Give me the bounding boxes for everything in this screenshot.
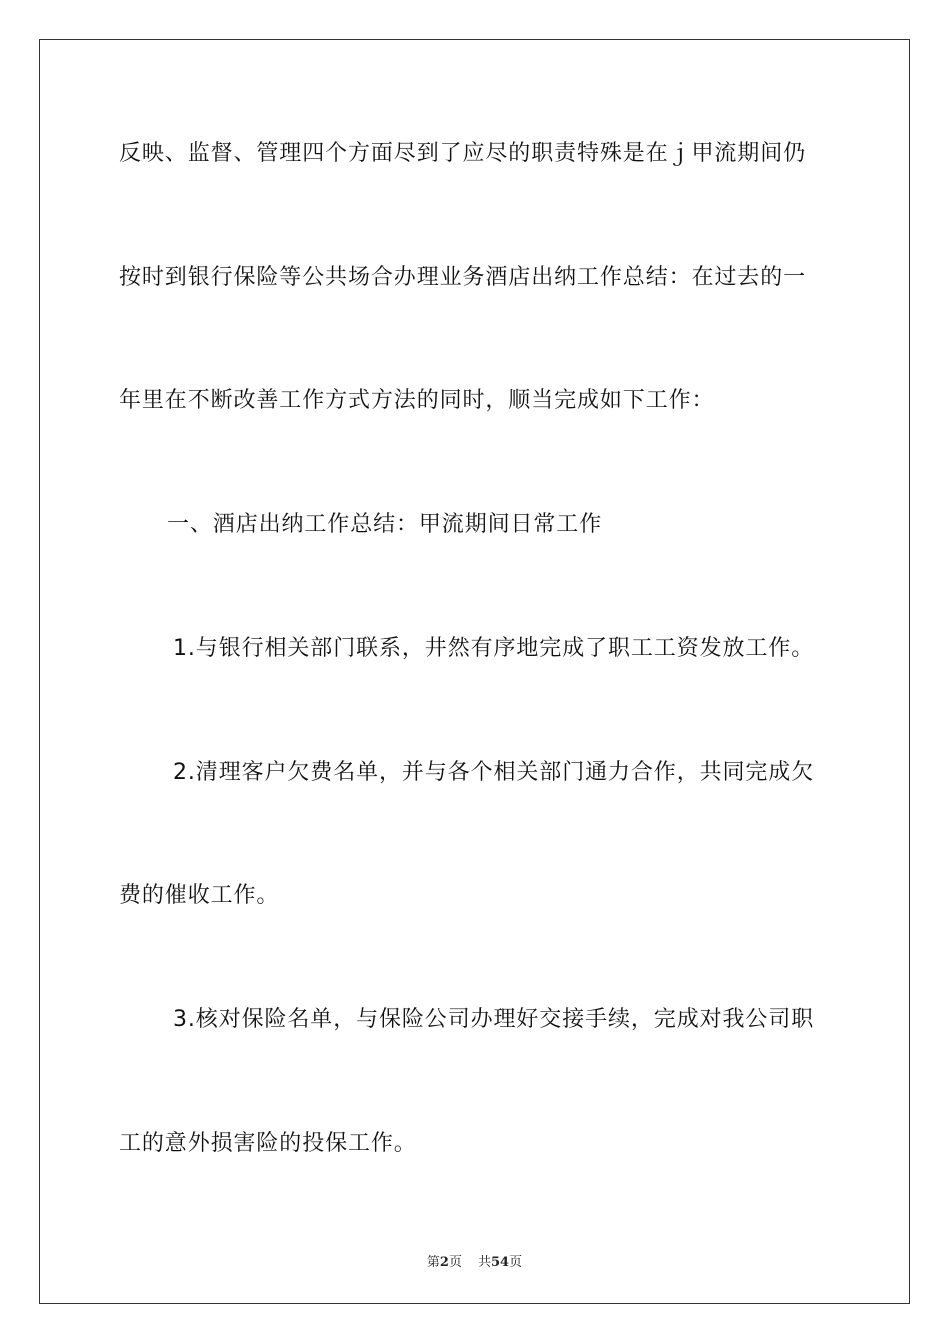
body-line-2: 按时到银行保险等公共场合办理业务酒店出纳工作总结：在过去的一 [119, 265, 807, 290]
page-footer [40, 1251, 909, 1270]
footer-page-suffix: 页 [448, 1255, 462, 1270]
document-page [39, 39, 910, 1304]
list-item-2-continued: 费的催收工作。 [119, 883, 280, 908]
footer-total-suffix: 页 [509, 1255, 523, 1270]
list-item-2: 2.清理客户欠费名单，并与各个相关部门通力合作，共同完成欠 [173, 760, 815, 785]
section-heading: 一、酒店出纳工作总结：甲流期间日常工作 [167, 512, 603, 537]
footer-page-number: 2 [439, 1255, 449, 1270]
list-item-3-continued: 工的意外损害险的投保工作。 [119, 1131, 417, 1156]
list-item-1: 1.与银行相关部门联系，井然有序地完成了职工工资发放工作。 [173, 636, 815, 661]
footer-total-pages: 54 [490, 1255, 510, 1270]
body-line-1: 反映、监督、管理四个方面尽到了应尽的职责特殊是在ｊ甲流期间仍 [119, 141, 807, 166]
footer-page-prefix: 第 [426, 1255, 440, 1270]
list-item-3: 3.核对保险名单，与保险公司办理好交接手续，完成对我公司职 [173, 1007, 815, 1032]
footer-total-prefix: 共 [477, 1255, 491, 1270]
body-line-3: 年里在不断改善工作方式方法的同时，顺当完成如下工作： [119, 388, 715, 413]
